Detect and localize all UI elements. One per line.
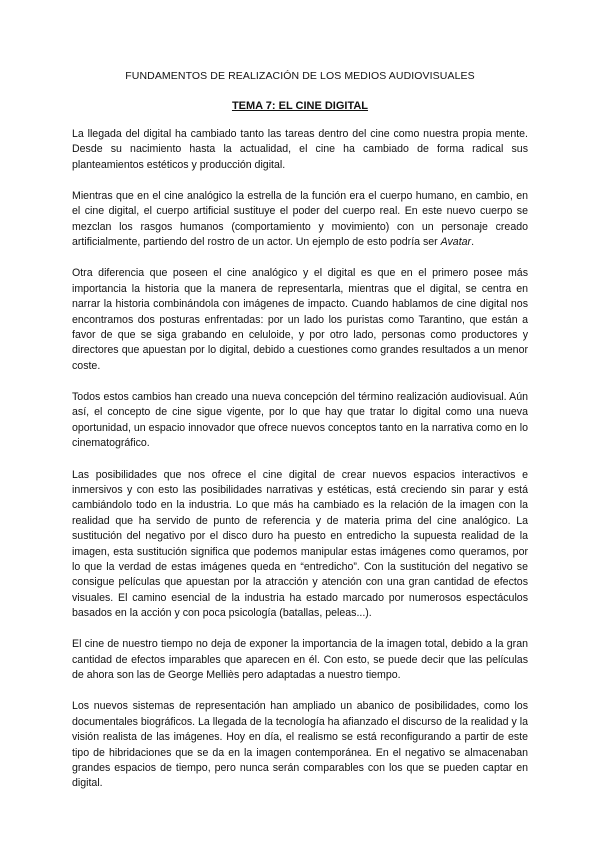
document-header: FUNDAMENTOS DE REALIZACIÓN DE LOS MEDIOS AUDIOVISUALES <box>125 70 475 82</box>
paragraph: El cine de nuestro tiempo no deja de exponer la importancia de la imagen total, debido a la gran cantidad de efectos imparables que aparecen en él. Con esto, se puede decir que las películas de ahora son las de George Melliès pero adaptadas a nuestro tiempo. <box>72 638 528 682</box>
document-title: TEMA 7: EL CINE DIGITAL <box>231 100 369 112</box>
paragraph <box>72 189 528 251</box>
paragraph: La llegada del digital ha cambiado tanto las tareas dentro del cine como nuestra propia mente. Desde su nacimiento hasta la actualidad, el cine ha cambiado de forma radical sus planteamientos estéticos y producción digital. <box>72 128 528 171</box>
document-body <box>72 127 528 792</box>
paragraph: Todos estos cambios han creado una nueva concepción del término realización audiovisual. Aún así, el concepto de cine sigue vigente, por lo que hay que tratar lo digital como una nueva oportunidad, un espacio innovador que ofrece nuevos conceptos tanto en la narrativa como en lo cinematográfico. <box>72 391 528 450</box>
paragraph: Otra diferencia que poseen el cine analógico y el digital es que en el primero posee más importancia la historia que la manera de representarla, mientras que el digital, se centra en narrar la historia combinándola con imágenes de impacto. Cuando hablamos de cine digital nos encontramos dos posturas enfrentadas: por un lado los puristas como Tarantino, que están a favor de que se siga grabando en celuloide, y por otro lado, personas como productores y directores que apuestan por lo digital, debido a cuestiones como grandes resultados a un menor coste. <box>72 267 528 372</box>
paragraph-end: . <box>471 236 475 249</box>
paragraph: Las posibilidades que nos ofrece el cine digital de crear nuevos espacios interactivos e inmersivos y con esto las posibilidades narrativas y estéticas, está creciendo sin parar y está cambiándolo todo en la industria. Lo que más ha cambiado es la relación de la imagen con la realidad que ha servido de punto de referencia y de materia prima del cine analógico. La sustitución del negativo por el disco duro ha puesto en entredicho la supuesta realidad de la imagen, esta sustitución significa que podemos manipular estas imágenes como queramos, por lo que la verdad de estas imágenes queda en “entredicho”. Con la sustitución del negativo se consigue películas que apuestan por la atracción y atención con una gran cantidad de efectos visuales. El camino esencial de la industria ha estado marcado por numerosos espectáculos basados en la acción y con poca psicología (batallas, peleas...). <box>72 468 528 620</box>
paragraph: Los nuevos sistemas de representación han ampliado un abanico de posibilidades, como los documentales biográficos. La llegada de la tecnología ha afianzado el discurso de la realidad y la visión realista de las imágenes. Hoy en día, el realismo se está reconfigurando a partir de este tipo de hibridaciones que se da en la imagen contemporánea. En el negativo se almacenaban grandes espacios de tiempo, pero nunca serán comparables con los que se pueden captar en digital. <box>72 700 528 790</box>
paragraph-text: Mientras que en el cine analógico la estrella de la función era el cuerpo humano, en cambio, en el cine digital, el cuerpo artificial sustituye el poder del cuerpo real. En este nuevo cuerpo se mezclan los rasgos humanos (comportamiento y movimiento) con un personaje creado artificialmente, partiendo del rostro de un actor. Un ejemplo de esto podría ser <box>72 190 528 249</box>
film-title: Avatar <box>440 236 472 249</box>
